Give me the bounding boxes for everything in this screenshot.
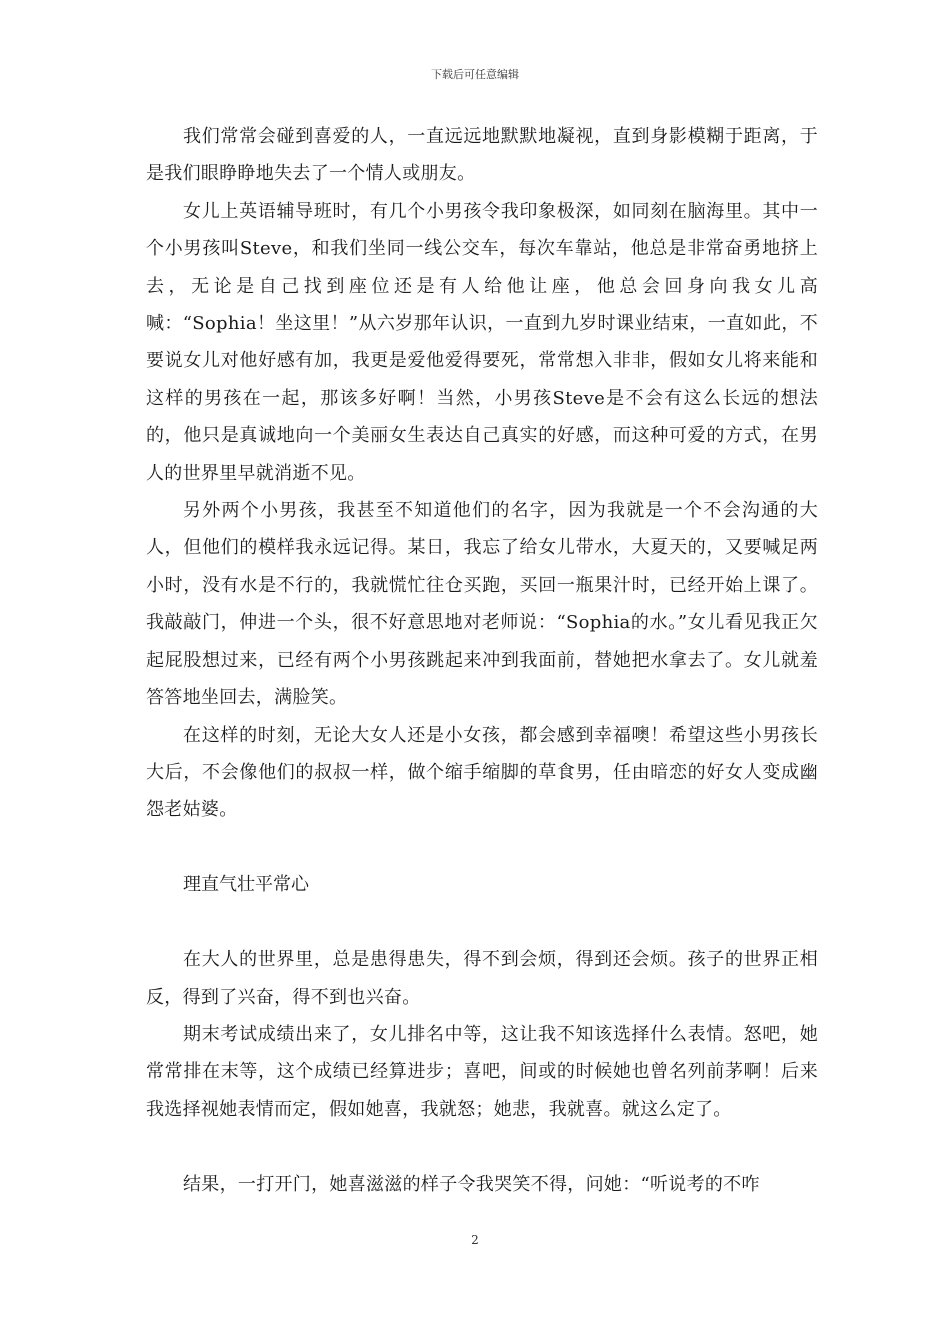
section-paragraph-1: 在大人的世界里，总是患得患失，得不到会烦，得到还会烦。孩子的世界正相反，得到了兴奋，得不到也兴奋。 xyxy=(146,949,818,1008)
spacer xyxy=(146,903,818,941)
paragraph-2: 女儿上英语辅导班时，有几个小男孩令我印象极深，如同刻在脑海里。其中一个小男孩叫Steve，和我们坐同一线公交车，每次车靠站，他总是非常奋勇地挤上去，无论是自己找到座位还是有人给他让座，他总会回身向我女儿高喊：“Sophia！坐这里！”从六岁那年认识，一直到九岁时课业结束，一直如此，不要说女儿对他好感有加，我更是爱他爱得要死，常常想入非非，假如女儿将来能和这样的男孩在一起，那该多好啊！当然，小男孩Steve是不会有这么长远的想法的，他只是真诚地向一个美丽女生表达自己真实的好感，而这种可爱的方式，在男人的世界里早就消逝不见。 xyxy=(146,200,818,484)
section-paragraph-2: 期末考试成绩出来了，女儿排名中等，这让我不知该选择什么表情。怒吧，她常常排在末等，这个成绩已经算进步；喜吧，间或的时候她也曾名列前茅啊！后来我选择视她表情而定，假如她喜，我就怒；她悲，我就喜。就这么定了。 xyxy=(146,1023,818,1120)
spacer xyxy=(146,829,818,866)
paragraph-4: 在这样的时刻，无论大女人还是小女孩，都会感到幸福噢！希望这些小男孩长大后，不会像他们的叔叔一样，做个缩手缩脚的草食男，任由暗恋的好女人变成幽怨老姑婆。 xyxy=(146,724,818,821)
page-number: 2 xyxy=(471,1233,479,1247)
section-title: 理直气壮平常心 xyxy=(183,873,309,895)
spacer xyxy=(146,1128,818,1166)
paragraph-3: 另外两个小男孩，我甚至不知道他们的名字，因为我就是一个不会沟通的大人，但他们的模样我永远记得。某日，我忘了给女儿带水，大夏天的，又要喊足两小时，没有水是不行的，我就慌忙往仓买跑，买回一瓶果汁时，已经开始上课了。我敲敲门，伸进一个头，很不好意思地对老师说：“Sophia的水。”女儿看见我正欠起屁股想过来，已经有两个小男孩跳起来冲到我面前，替她把水拿去了。女儿就羞答答地坐回去，满脸笑。 xyxy=(146,500,818,709)
document-body xyxy=(146,118,818,1204)
section-paragraph-3: 结果，一打开门，她喜滋滋的样子令我哭笑不得，问她：“听说考的不咋 xyxy=(183,1174,760,1196)
page-header: 下载后可任意编辑 xyxy=(431,68,519,81)
paragraph-1: 我们常常会碰到喜爱的人，一直远远地默默地凝视，直到身影模糊于距离，于是我们眼睁睁地失去了一个情人或朋友。 xyxy=(146,126,818,185)
